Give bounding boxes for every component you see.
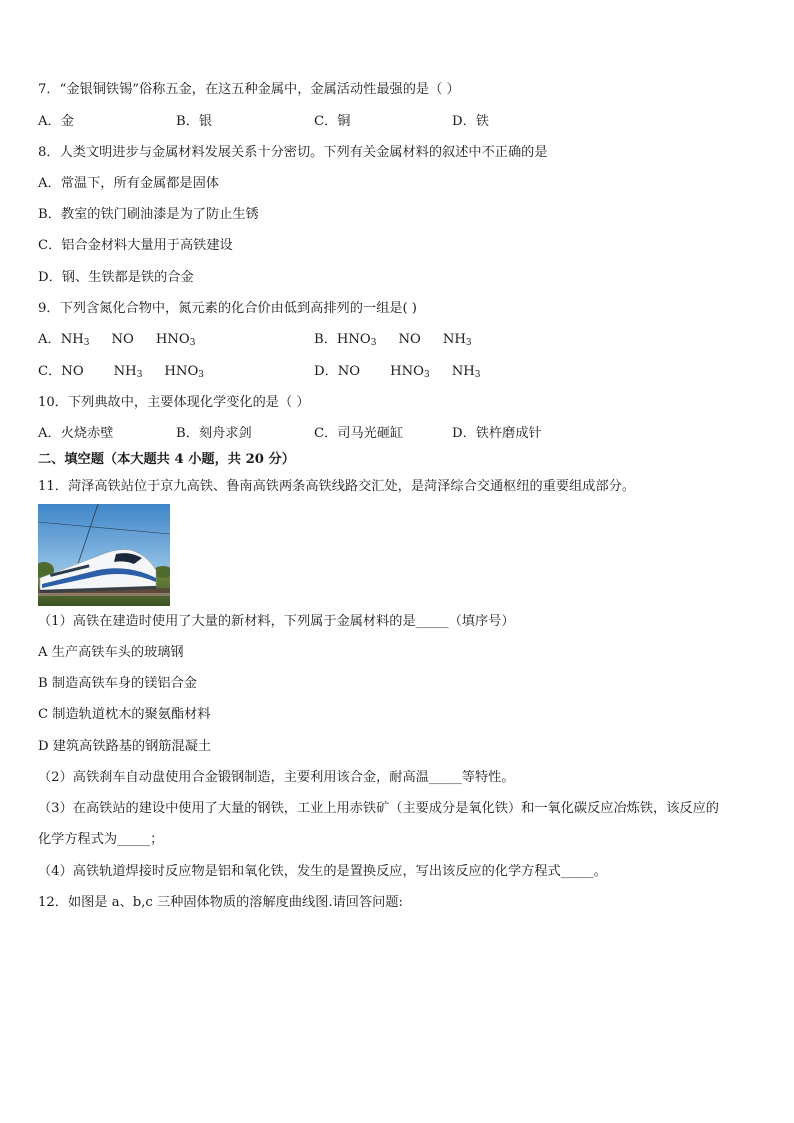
- q7-stem: 7．“金银铜铁锡”俗称五金，在这五种金属中，金属活动性最强的是（ ）: [38, 82, 460, 97]
- chem-formula: NO: [398, 332, 421, 347]
- q11-part2: （2）高铁刹车自动盘使用合金锻钢制造，主要利用该合金，耐高温_____等特性。: [38, 770, 515, 785]
- q8-option-a: A．常温下，所有金属都是固体: [38, 176, 219, 191]
- q9-option-letter: A．: [38, 332, 61, 347]
- q12-stem: 12．如图是 a、b,c 三种固体物质的溶解度曲线图.请回答问题:: [38, 895, 403, 910]
- chem-formula: $HNO_3$: [390, 364, 430, 380]
- chem-formula: $NH_3$: [113, 364, 143, 380]
- chem-formula: $NH_3$: [442, 332, 472, 348]
- q11-choice-b: B 制造高铁车身的镁铝合金: [38, 676, 197, 691]
- q9-option-letter: D．: [314, 364, 338, 379]
- chem-formula: $HNO_3$: [155, 332, 196, 348]
- q10-option-c: C．司马光砸缸: [314, 426, 404, 441]
- q11-choice-a: A 生产高铁车头的玻璃钢: [38, 645, 184, 660]
- q11-choice-c: C 制造轨道枕木的聚氨酯材料: [38, 707, 211, 722]
- q10-option-b: B．刻舟求剑: [176, 426, 252, 441]
- chem-formula: $HNO_3$: [336, 332, 377, 348]
- chem-formula: NO: [111, 332, 134, 347]
- q7-option-b: B．银: [176, 114, 213, 129]
- chem-formula: NO: [337, 364, 361, 379]
- section-title: 二、填空题（本大题共 4 小题，共 20 分）: [38, 452, 295, 467]
- q9-option-a: [38, 330, 195, 350]
- q11-part4: （4）高铁轨道焊接时反应物是铝和氧化铁，发生的是置换反应，写出该反应的化学方程式_____。: [38, 864, 607, 879]
- q8-option-c: C．铝合金材料大量用于高铁建设: [38, 238, 233, 253]
- q7-option-a: A．金: [38, 114, 74, 129]
- q7-option-c: C．铜: [314, 114, 351, 129]
- chem-formula: $NH_3$: [60, 332, 90, 348]
- q8-option-b: B．教室的铁门刷油漆是为了防止生锈: [38, 207, 259, 222]
- q9-option-c: [38, 362, 204, 382]
- q7-option-d: D．铁: [452, 114, 489, 129]
- chem-formula: $NH_3$: [451, 364, 481, 380]
- q9-option-b: [314, 330, 472, 350]
- q11-part1: （1）高铁在建造时使用了大量的新材料，下列属于金属材料的是_____（填序号）: [38, 614, 515, 629]
- q11-choice-d: D 建筑高铁路基的钢筋混凝土: [38, 739, 212, 754]
- q11-part3-line2: 化学方程式为_____；: [38, 832, 164, 847]
- q10-option-a: A．火烧赤壁: [38, 426, 114, 441]
- q10-stem: 10．下列典故中，主要体现化学变化的是（ ）: [38, 395, 310, 410]
- chem-formula: NO: [61, 364, 84, 379]
- q8-option-d: D．钢、生铁都是铁的合金: [38, 270, 194, 285]
- q10-option-d: D．铁杵磨成针: [452, 426, 542, 441]
- high-speed-train-photo: [38, 504, 170, 606]
- chem-formula: $HNO_3$: [164, 364, 205, 380]
- q8-stem: 8．人类文明进步与金属材料发展关系十分密切。下列有关金属材料的叙述中不正确的是: [38, 145, 548, 160]
- q9-stem: 9．下列含氮化合物中，氮元素的化合价由低到高排列的一组是( ): [38, 301, 417, 316]
- q9-option-letter: C．: [38, 364, 62, 379]
- q9-option-letter: B．: [314, 332, 337, 347]
- q11-stem: 11．菏泽高铁站位于京九高铁、鲁南高铁两条高铁线路交汇处，是菏泽综合交通枢纽的重要组成部分。: [38, 479, 636, 494]
- q9-option-d: [314, 362, 481, 382]
- q11-part3-line1: （3）在高铁站的建设中使用了大量的钢铁，工业上用赤铁矿（主要成分是氧化铁）和一氧化碳反应冶炼铁，该反应的: [38, 801, 719, 816]
